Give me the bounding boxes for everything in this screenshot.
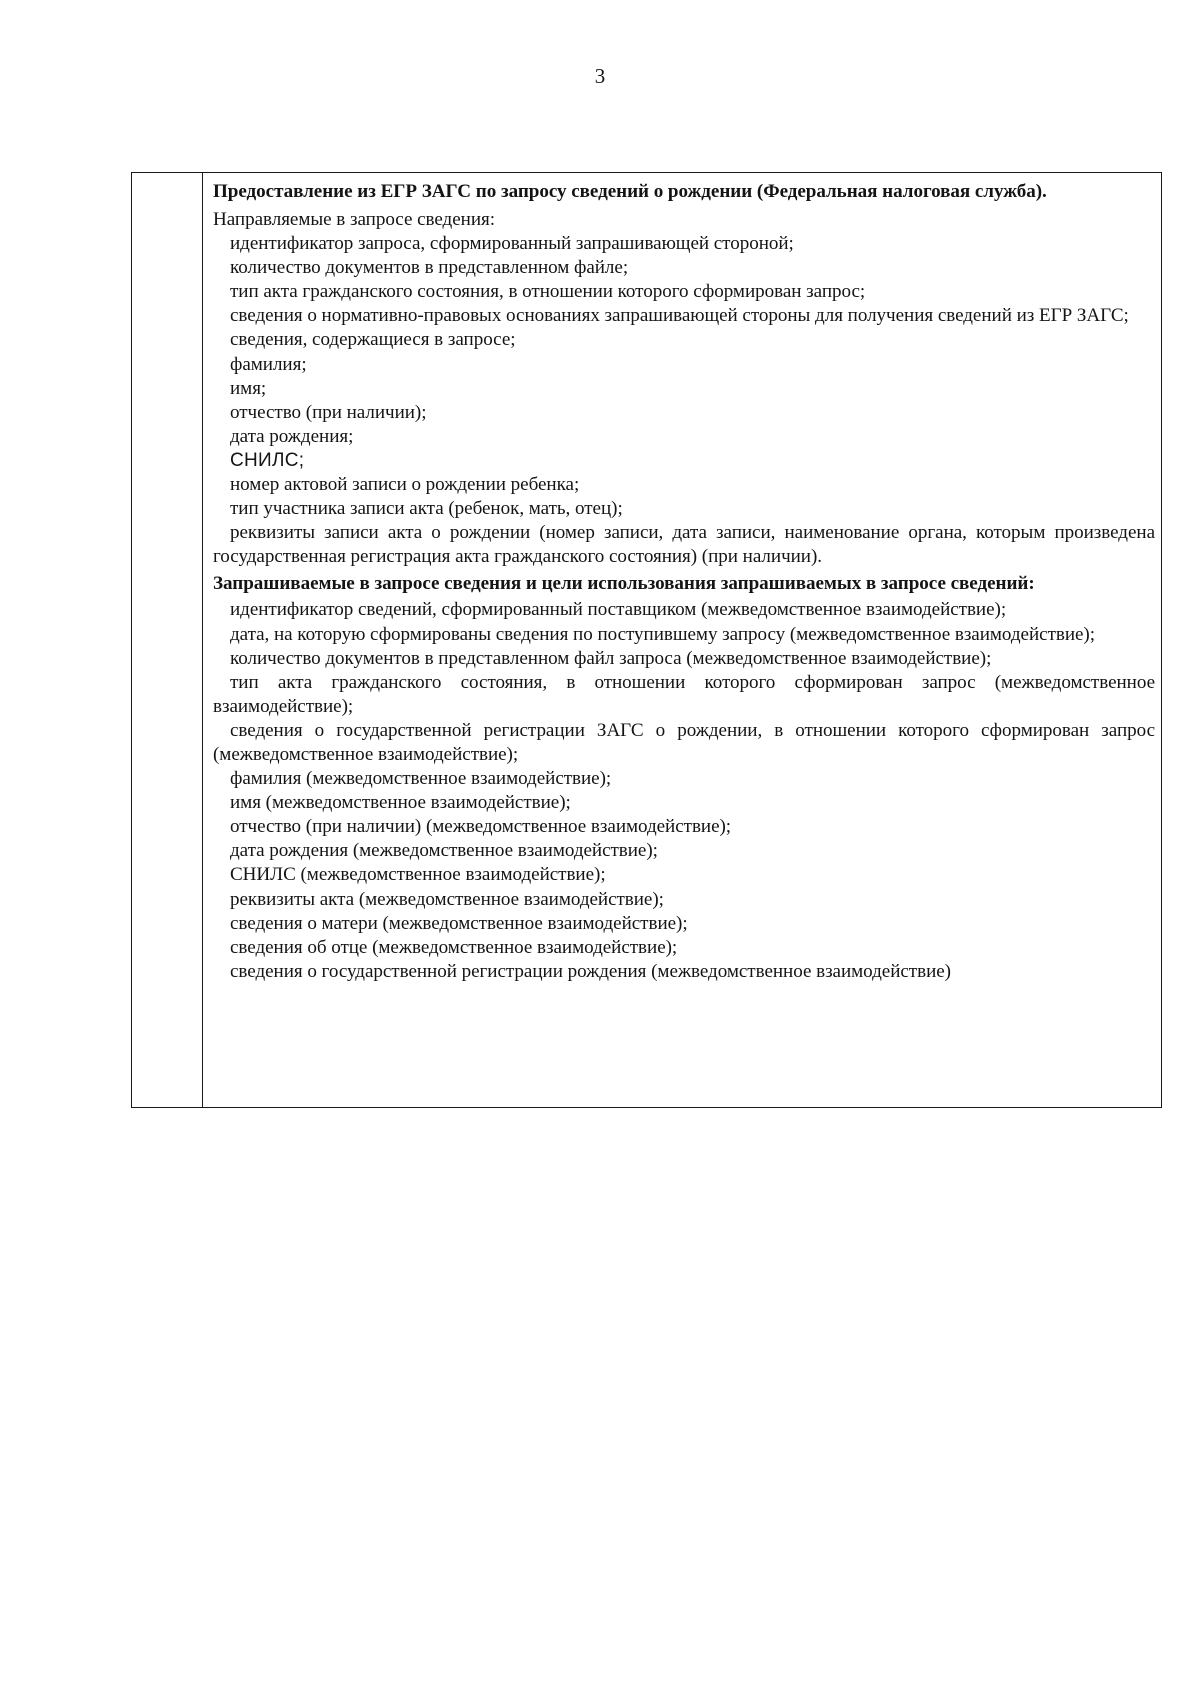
list-item: сведения о государственной регистрации рождения (межведомственное взаимодействие)	[230, 960, 951, 982]
list-item: отчество (при наличии) (межведомственное взаимодействие);	[230, 816, 732, 838]
list-item: фамилия;	[230, 353, 307, 375]
list-item: сведения о государственной регистрации ЗАГС о рождении, в отношении которого сформирован запрос (межведомственное взаимодействие);	[213, 719, 1155, 765]
list-item: отчество (при наличии);	[230, 401, 427, 423]
section-heading-requested-data: Запрашиваемые в запросе сведения и цели использования запрашиваемых в запросе сведений:	[213, 573, 1035, 595]
list-item: тип акта гражданского состояния, в отношении которого сформирован запрос;	[230, 281, 866, 303]
list-item: сведения об отце (межведомственное взаимодействие);	[230, 936, 678, 958]
sent-data-list	[213, 232, 1155, 569]
list-item: СНИЛС;	[230, 449, 305, 471]
requested-data-list	[213, 598, 1155, 984]
list-item: номер актовой записи о рождении ребенка;	[230, 474, 580, 496]
list-item: сведения, содержащиеся в запросе;	[230, 329, 516, 351]
list-item: идентификатор сведений, сформированный поставщиком (межведомственное взаимодействие);	[230, 599, 1007, 621]
list-item: дата, на которую сформированы сведения по поступившему запросу (межведомственное взаимодействие);	[230, 623, 1095, 645]
list-item: тип акта гражданского состояния, в отношении которого сформирован запрос (межведомственное взаимодействие);	[213, 671, 1155, 717]
list-item: реквизиты записи акта о рождении (номер записи, дата записи, наименование органа, которым произведена государственная регистрация акта гражданского состояния) (при наличии).	[213, 522, 1155, 568]
document-table	[131, 172, 1162, 1108]
list-item: тип участника записи акта (ребенок, мать, отец);	[230, 498, 623, 520]
list-item: сведения о нормативно-правовых основаниях запрашивающей стороны для получения сведений из ЕГР ЗАГС;	[230, 305, 1129, 327]
list-item: реквизиты акта (межведомственное взаимодействие);	[230, 888, 664, 910]
page-number: 3	[594, 64, 606, 88]
list-item: сведения о матери (межведомственное взаимодействие);	[230, 912, 688, 934]
table-left-column	[132, 173, 203, 1107]
list-item: количество документов в представленном файле;	[230, 257, 629, 279]
list-item: количество документов в представленном файл запроса (межведомственное взаимодействие);	[230, 647, 992, 669]
list-item: фамилия (межведомственное взаимодействие);	[230, 768, 612, 790]
list-item: СНИЛС (межведомственное взаимодействие);	[230, 864, 606, 886]
section-heading-request: Предоставление из ЕГР ЗАГС по запросу сведений о рождении (Федеральная налоговая служба).	[213, 181, 1047, 202]
list-item: имя;	[230, 377, 267, 399]
list-item: дата рождения (межведомственное взаимодействие);	[230, 840, 658, 862]
list-item: дата рождения;	[230, 425, 354, 447]
list-item: имя (межведомственное взаимодействие);	[230, 792, 571, 814]
table-content-cell	[203, 173, 1161, 1107]
list-item: идентификатор запроса, сформированный запрашивающей стороной;	[230, 233, 794, 255]
section-subheading-sent-data: Направляемые в запросе сведения:	[213, 209, 495, 230]
